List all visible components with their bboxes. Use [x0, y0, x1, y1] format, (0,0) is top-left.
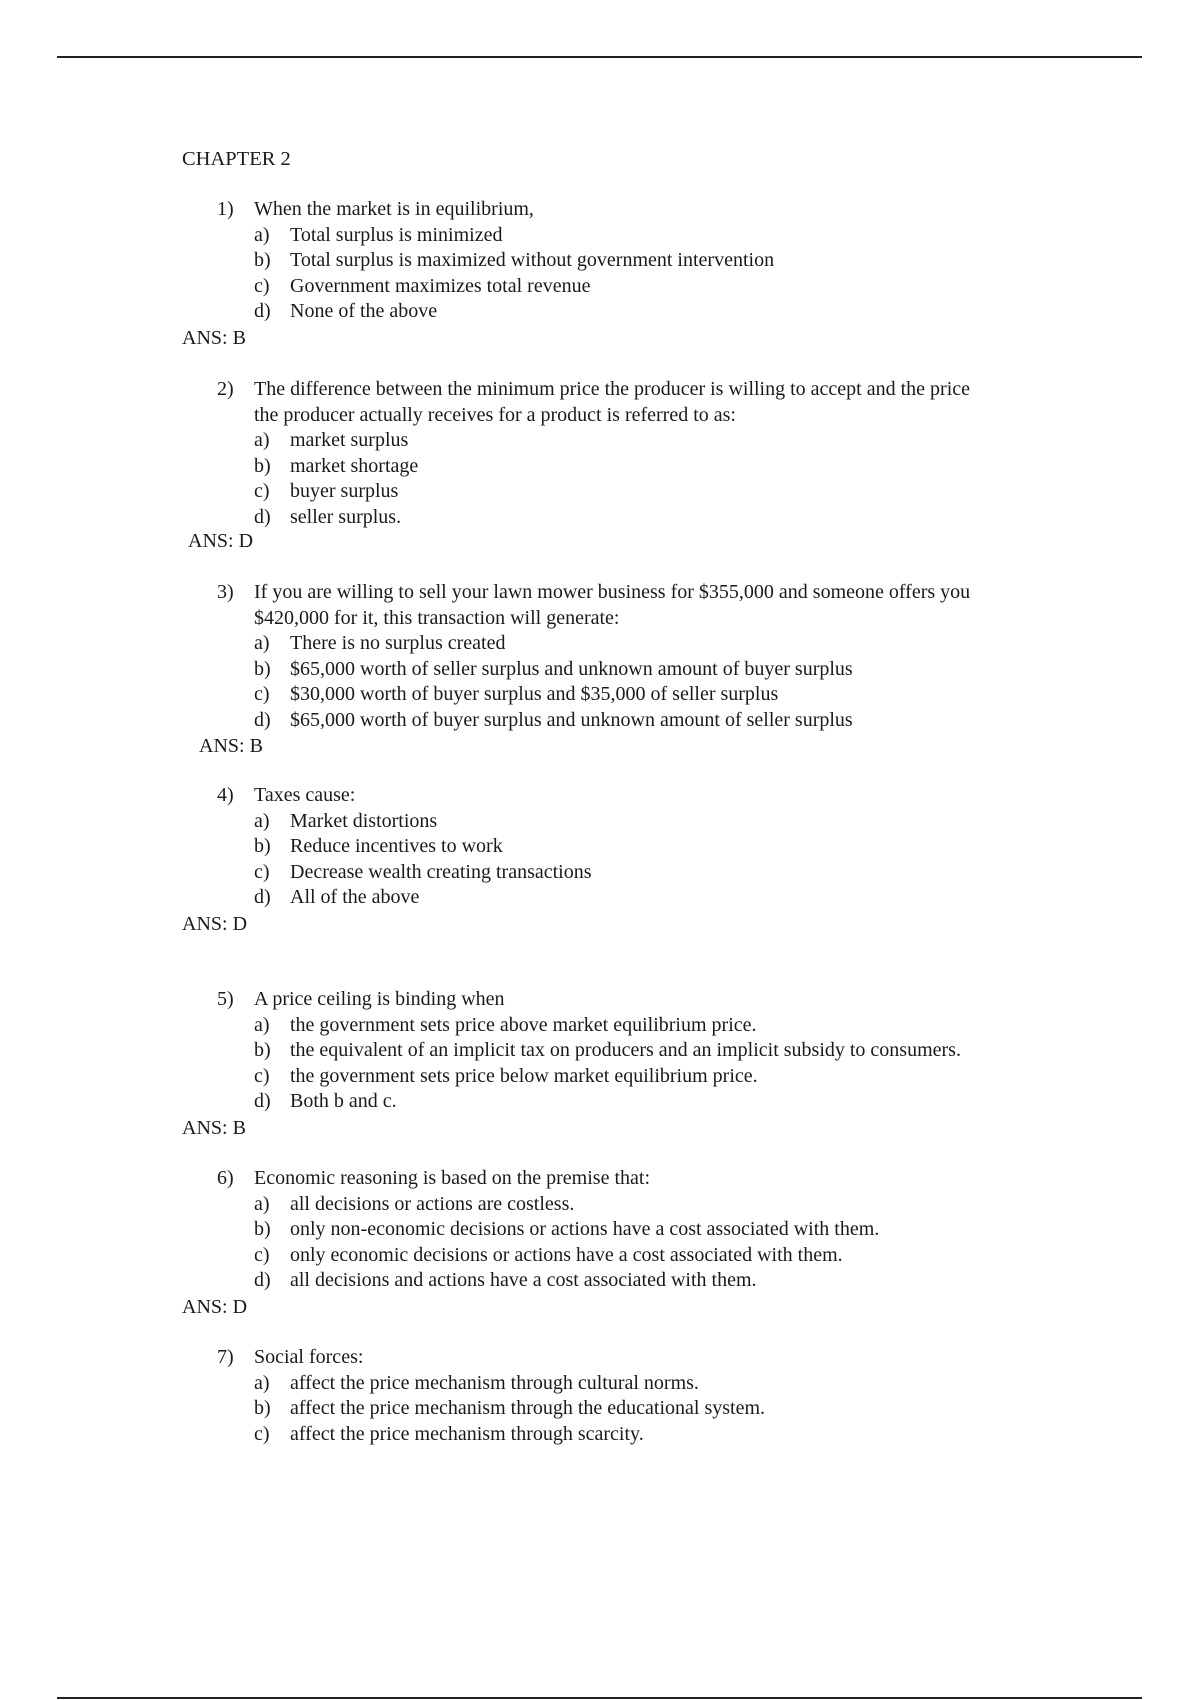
- option-letter: b): [254, 835, 271, 858]
- option-b: [0, 1038, 1200, 1064]
- option-a: [0, 809, 1200, 835]
- question-5: [0, 987, 1200, 1115]
- option-text: seller surplus.: [290, 505, 402, 528]
- option-letter: c): [254, 1422, 270, 1445]
- question-1: [0, 197, 1200, 325]
- option-a: [0, 1371, 1200, 1397]
- question-stem: A price ceiling is binding when: [254, 988, 505, 1010]
- option-letter: d): [254, 708, 271, 731]
- option-a: [0, 1192, 1200, 1218]
- question-stem: Social forces:: [254, 1346, 364, 1368]
- option-text: Market distortions: [290, 809, 438, 832]
- question-stem: If you are willing to sell your lawn mower business for $355,000 and someone offers you: [254, 581, 971, 603]
- option-letter: b): [254, 657, 271, 680]
- option-letter: c): [254, 274, 270, 297]
- question-stem: The difference between the minimum price the producer is willing to accept and the price: [254, 378, 971, 400]
- question-4: [0, 783, 1200, 911]
- option-c: [0, 860, 1200, 886]
- chapter-title: CHAPTER 2: [182, 148, 291, 170]
- answer-1: ANS: B: [182, 327, 246, 349]
- answer-3: ANS: B: [199, 735, 263, 757]
- question-number: 6): [217, 1167, 234, 1189]
- option-a: [0, 428, 1200, 454]
- option-letter: c): [254, 1243, 270, 1266]
- option-letter: b): [254, 1039, 271, 1062]
- option-text: All of the above: [290, 886, 420, 909]
- option-b: [0, 657, 1200, 683]
- option-text: the government sets price above market equilibrium price.: [290, 1013, 757, 1036]
- option-letter: c): [254, 860, 270, 883]
- option-letter: d): [254, 1090, 271, 1113]
- option-letter: a): [254, 632, 270, 655]
- option-letter: c): [254, 480, 270, 503]
- option-text: all decisions and actions have a cost associated with them.: [290, 1269, 757, 1292]
- option-text: None of the above: [290, 300, 438, 323]
- option-text: Total surplus is minimized: [290, 223, 503, 246]
- option-c: [0, 1243, 1200, 1269]
- option-letter: a): [254, 809, 270, 832]
- option-d: [0, 299, 1200, 325]
- option-text: Decrease wealth creating transactions: [290, 860, 592, 883]
- answer-6: ANS: D: [182, 1296, 248, 1318]
- option-text: $65,000 worth of seller surplus and unknown amount of buyer surplus: [290, 657, 853, 680]
- question-number: 5): [217, 988, 234, 1010]
- option-b: [0, 1217, 1200, 1243]
- option-letter: a): [254, 223, 270, 246]
- option-letter: b): [254, 1218, 271, 1241]
- option-text: $65,000 worth of buyer surplus and unknown amount of seller surplus: [290, 708, 853, 731]
- question-number: 3): [217, 581, 234, 603]
- option-c: [0, 479, 1200, 505]
- option-letter: d): [254, 300, 271, 323]
- option-a: [0, 1013, 1200, 1039]
- option-text: affect the price mechanism through cultural norms.: [290, 1371, 699, 1394]
- option-b: [0, 248, 1200, 274]
- bottom-rule: [57, 1697, 1142, 1699]
- option-b: [0, 454, 1200, 480]
- option-letter: c): [254, 683, 270, 706]
- option-letter: b): [254, 249, 271, 272]
- question-3: [0, 580, 1200, 734]
- option-letter: d): [254, 886, 271, 909]
- option-letter: d): [254, 1269, 271, 1292]
- option-d: [0, 1089, 1200, 1115]
- answer-5: ANS: B: [182, 1117, 246, 1139]
- answer-2: ANS: D: [188, 530, 254, 552]
- option-c: [0, 682, 1200, 708]
- question-stem-continued: the producer actually receives for a product is referred to as:: [254, 403, 736, 426]
- question-stem-continued: $420,000 for it, this transaction will generate:: [254, 606, 620, 629]
- question-stem: Economic reasoning is based on the premise that:: [254, 1167, 651, 1189]
- option-letter: b): [254, 454, 271, 477]
- option-text: Reduce incentives to work: [290, 835, 503, 858]
- question-number: 4): [217, 784, 234, 806]
- question-6: [0, 1166, 1200, 1294]
- question-7: [0, 1345, 1200, 1447]
- option-letter: a): [254, 1192, 270, 1215]
- option-b: [0, 834, 1200, 860]
- option-d: [0, 885, 1200, 911]
- option-letter: d): [254, 505, 271, 528]
- question-number: 7): [217, 1346, 234, 1368]
- option-c: [0, 1422, 1200, 1448]
- option-d: [0, 708, 1200, 734]
- option-text: buyer surplus: [290, 480, 399, 503]
- option-b: [0, 1396, 1200, 1422]
- option-letter: a): [254, 1371, 270, 1394]
- answer-4: ANS: D: [182, 913, 248, 935]
- top-rule: [57, 56, 1142, 58]
- option-text: Both b and c.: [290, 1090, 397, 1113]
- question-stem: Taxes cause:: [254, 784, 356, 806]
- question-number: 2): [217, 378, 234, 400]
- option-letter: a): [254, 1013, 270, 1036]
- option-text: affect the price mechanism through the educational system.: [290, 1397, 766, 1420]
- option-c: [0, 274, 1200, 300]
- option-c: [0, 1064, 1200, 1090]
- option-text: the government sets price below market equilibrium price.: [290, 1064, 758, 1087]
- option-text: only economic decisions or actions have a cost associated with them.: [290, 1243, 843, 1266]
- option-text: Government maximizes total revenue: [290, 274, 591, 297]
- option-text: market shortage: [290, 454, 419, 477]
- question-2: [0, 377, 1200, 531]
- option-d: [0, 505, 1200, 531]
- question-number: 1): [217, 198, 234, 220]
- option-text: There is no surplus created: [290, 632, 506, 655]
- option-letter: a): [254, 429, 270, 452]
- option-letter: b): [254, 1397, 271, 1420]
- question-stem: When the market is in equilibrium,: [254, 198, 534, 220]
- option-a: [0, 631, 1200, 657]
- option-text: Total surplus is maximized without government intervention: [290, 249, 775, 272]
- option-d: [0, 1268, 1200, 1294]
- option-text: all decisions or actions are costless.: [290, 1192, 575, 1215]
- option-text: the equivalent of an implicit tax on producers and an implicit subsidy to consumers.: [290, 1039, 961, 1062]
- option-a: [0, 223, 1200, 249]
- option-text: only non-economic decisions or actions have a cost associated with them.: [290, 1218, 880, 1241]
- option-text: $30,000 worth of buyer surplus and $35,000 of seller surplus: [290, 683, 779, 706]
- option-letter: c): [254, 1064, 270, 1087]
- option-text: market surplus: [290, 429, 409, 452]
- option-text: affect the price mechanism through scarcity.: [290, 1422, 644, 1445]
